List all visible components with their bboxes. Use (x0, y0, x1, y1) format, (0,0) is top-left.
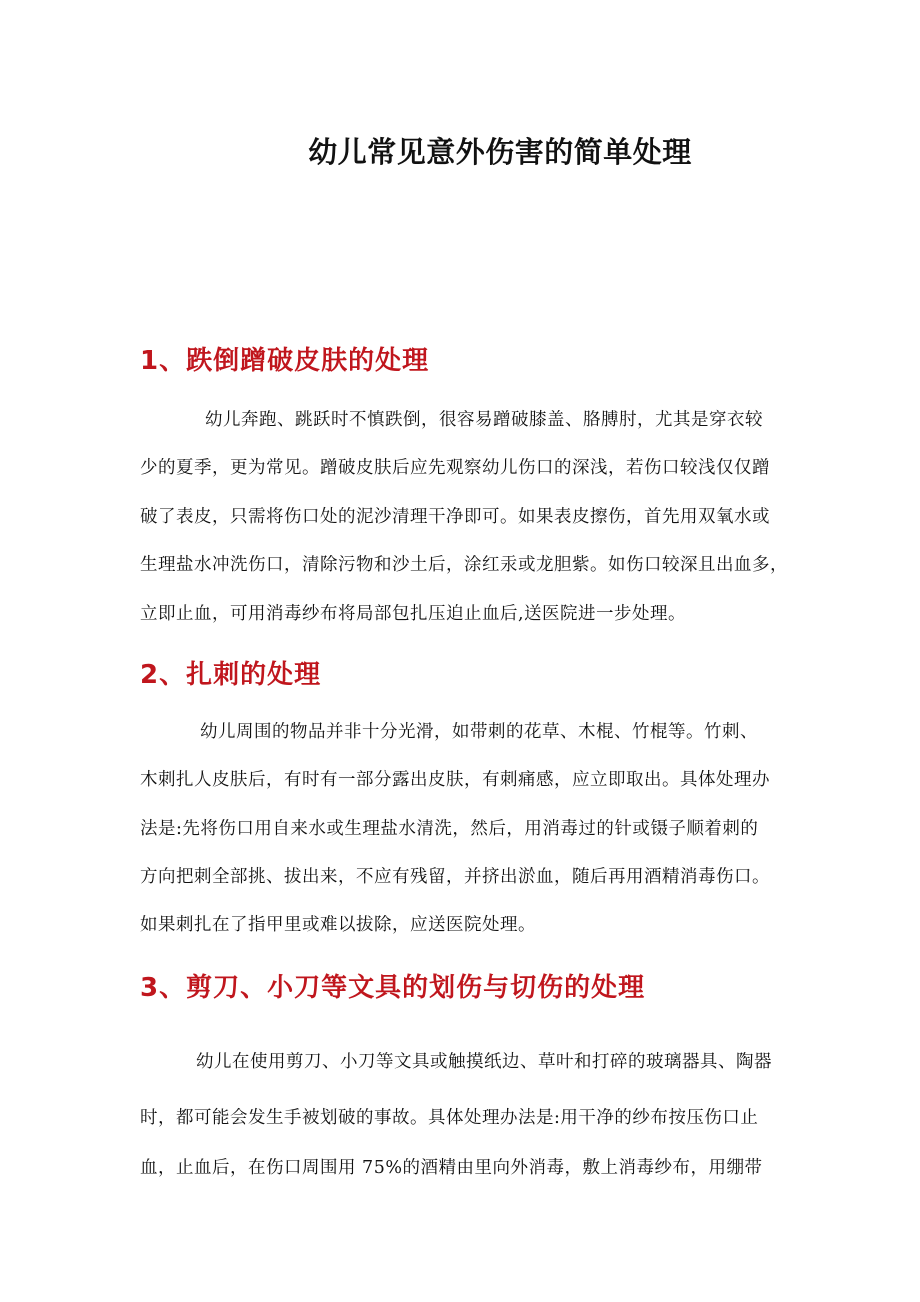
section-2-line-2: 木刺扎人皮肤后，有时有一部分露出皮肤，有刺痛感，应立即取出。具体处理办 (140, 770, 770, 790)
section-heading-text-1: 、跌倒蹭破皮肤的处理 (159, 346, 430, 376)
section-1-line-4: 生理盐水冲洗伤口，清除污物和沙土后，涂红汞或龙胆紫。如伤口较深且出血多， (140, 555, 788, 575)
section-3-line-1: 幼儿在使用剪刀、小刀等文具或触摸纸边、草叶和打碎的玻璃器具、陶器 (196, 1052, 772, 1072)
section-heading-2 (140, 654, 321, 691)
section-1-line-1: 幼儿奔跑、跳跃时不慎跌倒，很容易蹭破膝盖、胳膊肘，尤其是穿衣较 (205, 410, 763, 430)
section-3-line-3: 血，止血后，在伤口周围用 75%的酒精由里向外消毒，敷上消毒纱布，用绷带 (140, 1158, 763, 1178)
section-number-3: 3 (140, 973, 160, 1003)
section-3-line-2: 时，都可能会发生手被划破的事故。具体处理办法是:用干净的纱布按压伤口止 (140, 1108, 759, 1128)
section-heading-text-3: 、剪刀、小刀等文具的划伤与切伤的处理 (159, 973, 646, 1003)
section-2-line-3: 法是:先将伤口用自来水或生理盐水清洗，然后，用消毒过的针或镊子顺着刺的 (140, 819, 759, 839)
document-title: 幼儿常见意外伤害的简单处理 (308, 135, 692, 169)
section-number-1: 1 (140, 346, 160, 376)
section-1-line-3: 破了表皮，只需将伤口处的泥沙清理干净即可。如果表皮擦伤，首先用双氧水或 (140, 507, 770, 527)
section-heading-text-2: 、扎刺的处理 (159, 660, 322, 690)
section-2-line-1: 幼儿周围的物品并非十分光滑，如带刺的花草、木棍、竹棍等。竹刺、 (200, 722, 758, 742)
section-heading-1 (140, 340, 429, 377)
section-2-line-5: 如果刺扎在了指甲里或难以拔除，应送医院处理。 (140, 915, 536, 935)
section-number-2: 2 (140, 660, 160, 690)
section-2-line-4: 方向把刺全部挑、拔出来，不应有残留，并挤出淤血，随后再用酒精消毒伤口。 (140, 867, 770, 887)
section-1-line-2: 少的夏季，更为常见。蹭破皮肤后应先观察幼儿伤口的深浅，若伤口较浅仅仅蹭 (140, 458, 770, 478)
section-heading-3 (140, 967, 645, 1004)
section-1-line-5: 立即止血，可用消毒纱布将局部包扎压迫止血后,送医院进一步处理。 (140, 604, 687, 624)
